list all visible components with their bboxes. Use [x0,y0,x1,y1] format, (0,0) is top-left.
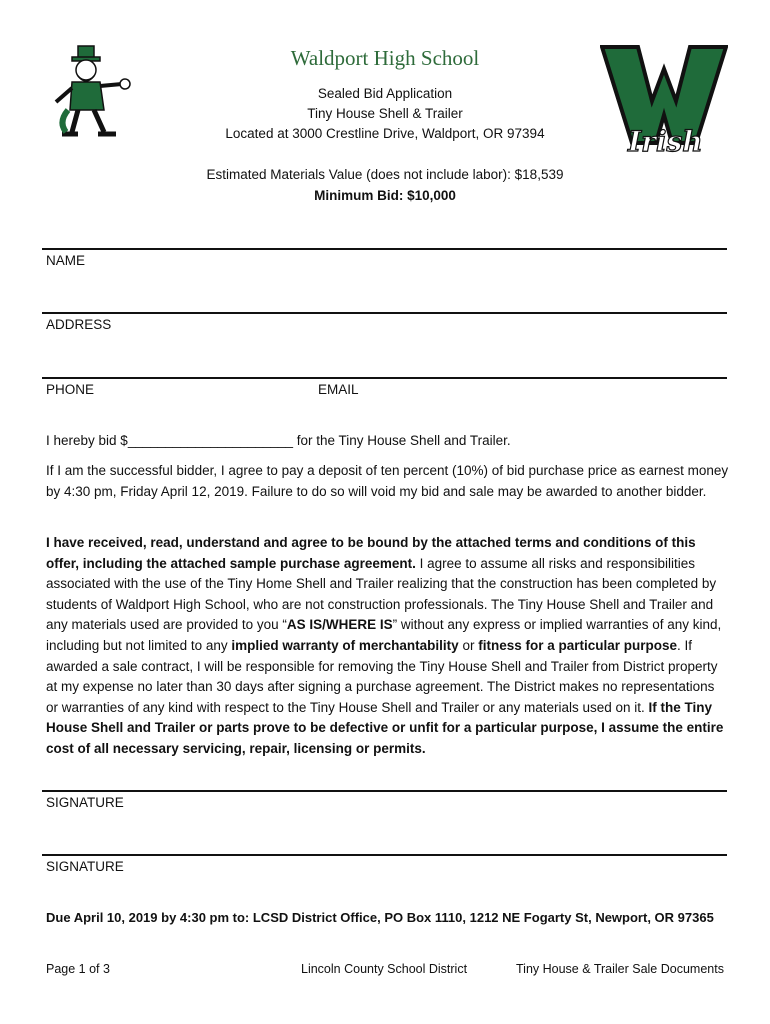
name-divider [42,248,727,250]
logo-text: Irish [628,125,703,157]
address-label: ADDRESS [46,317,112,332]
bid-prefix: I hereby bid $ [46,433,128,448]
footer-district: Lincoln County School District [301,962,468,976]
location-line: Located at 3000 Crestline Drive, Waldport, OR 97394 [225,126,545,141]
email-label: EMAIL [318,382,359,397]
estimated-value: Estimated Materials Value (does not include labor): $18,539 [206,167,564,182]
school-name: Waldport High School [290,46,480,70]
terms-text-2: ” without any express or implied warranties of any kind, including but not limited to any [46,617,722,653]
deposit-paragraph: If I am the successful bidder, I agree to pay a deposit of ten percent (10%) of bid purchase price as earnest money by 4:30 pm, Friday April 12, 2019. Failure to do so will void my bid and sale may be awarded to another bidder. [46,463,729,499]
page-number: Page 1 of 3 [46,962,110,976]
phone-divider [42,377,727,379]
name-label: NAME [46,253,86,268]
application-subtitle: Sealed Bid Application [317,86,453,101]
bid-amount-line [46,433,511,448]
terms-text-3: or [458,637,479,653]
item-title: Tiny House Shell & Trailer [307,106,463,121]
terms-text-1: I agree to assume all risks and responsibilities associated with the use of the Tiny Home Shell and Trailer realizing that the construction has been completed by students of Waldport High School, who are not construction professionals. The Tiny House Shell and Trailer and any materials used are provided to you “ [46,555,717,633]
terms-paragraph [46,533,730,760]
signature-divider-1 [42,790,727,792]
due-date-line: Due April 10, 2019 by 4:30 pm to: LCSD District Office, PO Box 1110, 1212 NE Fogarty St, Newport, OR 97365 [46,910,714,925]
bid-suffix: for the Tiny House Shell and Trailer. [293,433,511,448]
signature-label-2: SIGNATURE [46,859,124,874]
fitness-phrase: fitness for a particular purpose [478,637,677,653]
footer-document-title: Tiny House & Trailer Sale Documents [516,962,724,976]
liability-phrase: If the Tiny House Shell and Trailer or parts prove to be defective or unfit for a particular purpose, I assume the entire cost of all necessary servicing, repair, licensing or permits. [46,699,724,756]
terms-agreement: I have received, read, understand and agree to be bound by the attached terms and conditions of this offer, including the attached sample purchase agreement. [46,535,696,571]
as-is-phrase: AS IS/WHERE IS [286,617,393,633]
merchantability-phrase: implied warranty of merchantability [231,637,459,653]
address-divider [42,312,727,314]
minimum-bid: Minimum Bid: $10,000 [314,188,456,203]
signature-label-1: SIGNATURE [46,795,124,810]
signature-divider-2 [42,854,727,856]
terms-text-4: . If awarded a sale contract, I will be responsible for removing the Tiny House Shell and Trailer from District property at my expense no later than 30 days after signing a purchase agreement. The District makes no representations or warranties of any kind with respect to the Tiny House Shell and Trailer or any materials used on it. [46,637,718,715]
bid-blank: ______________________ [127,433,293,448]
phone-label: PHONE [46,382,95,397]
